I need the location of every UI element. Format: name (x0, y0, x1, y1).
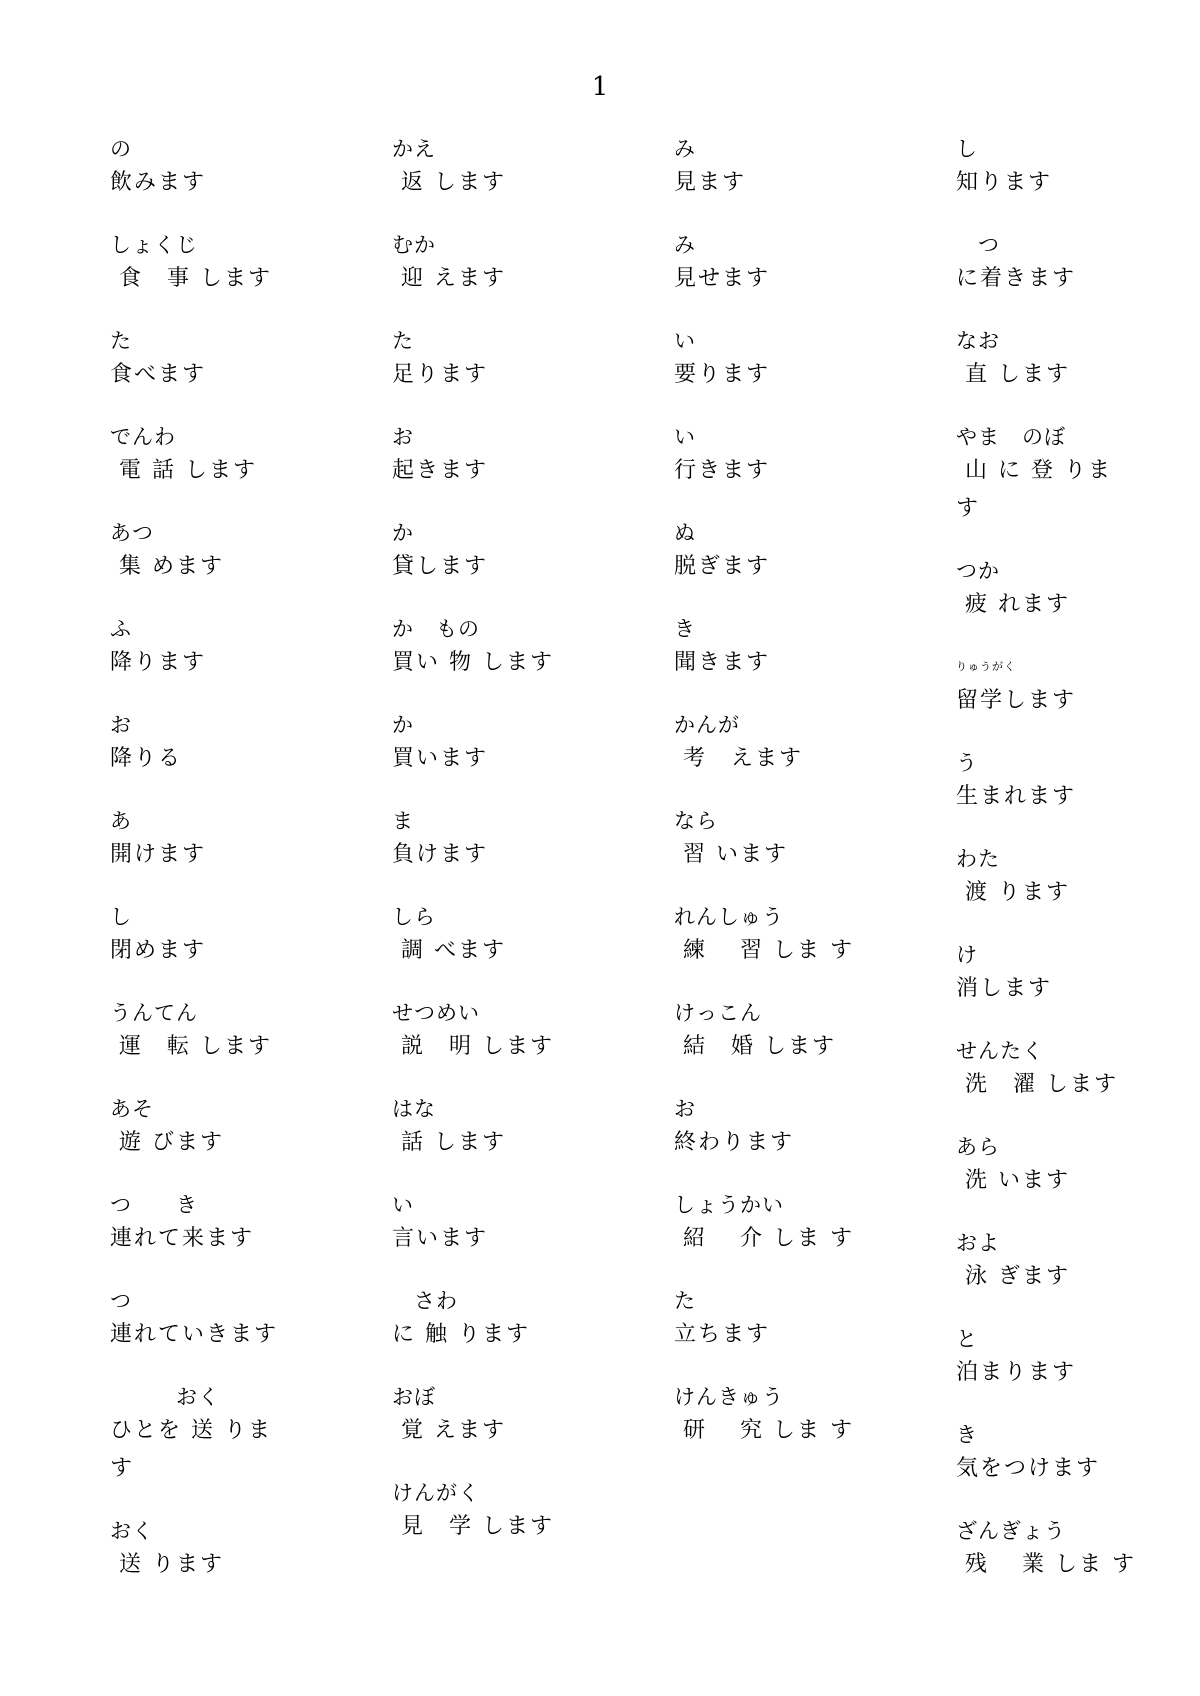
vocab-entry (110, 422, 392, 490)
word-text: 運 転 します (110, 1034, 272, 1059)
vocabulary-columns (110, 134, 1200, 1612)
reading-text: でんわ (110, 425, 176, 449)
column-4 (956, 134, 1200, 1612)
word-text: 開けます (110, 842, 207, 867)
word-text: 聞きます (674, 650, 771, 675)
vocab-entry (674, 806, 956, 874)
vocab-entry (956, 1420, 1200, 1488)
vocab-entry (110, 1382, 392, 1488)
reading-text: か (392, 521, 414, 545)
vocab-entry (956, 1132, 1200, 1200)
word-text: 覚 えます (392, 1418, 506, 1443)
vocab-entry (956, 422, 1200, 528)
reading-text: さわ (392, 1289, 458, 1313)
vocab-entry (392, 1190, 674, 1258)
word-text: 送 ります (110, 1552, 224, 1577)
vocab-entry (110, 134, 392, 202)
vocab-entry (392, 1382, 674, 1450)
reading-text: かんが (674, 713, 740, 737)
word-text: 洗 います (956, 1168, 1070, 1193)
reading-text: お (674, 1097, 696, 1121)
word-text: 泊まります (956, 1360, 1077, 1385)
vocab-entry (956, 1036, 1200, 1104)
word-text: 話 します (392, 1130, 506, 1155)
reading-text: つ (110, 1289, 132, 1313)
reading-text: けっこん (674, 1001, 762, 1025)
reading-text: あそ (110, 1097, 154, 1121)
vocab-entry (956, 1228, 1200, 1296)
reading-text: き (956, 1423, 978, 1447)
reading-text: ぬ (674, 521, 696, 545)
word-text: 疲 れます (956, 592, 1070, 617)
word-text: 気をつけます (956, 1456, 1101, 1481)
reading-text: け (956, 943, 978, 967)
word-text: 考 えます (674, 746, 804, 771)
vocab-entry (392, 902, 674, 970)
word-text: 迎 えます (392, 266, 506, 291)
column-1 (110, 134, 392, 1612)
word-text: 起きます (392, 458, 489, 483)
word-text: 立ちます (674, 1322, 771, 1347)
word-text: 貸します (392, 554, 489, 579)
vocab-entry (392, 710, 674, 778)
vocab-entry (392, 518, 674, 586)
vocab-entry (110, 902, 392, 970)
word-text: 習 います (674, 842, 788, 867)
vocab-entry (674, 902, 956, 970)
vocab-entry (956, 1516, 1200, 1584)
reading-text: せんたく (956, 1039, 1044, 1063)
word-text: 終わります (674, 1130, 795, 1155)
reading-text: なら (674, 809, 718, 833)
word-text: 脱ぎます (674, 554, 771, 579)
word-text: 説 明 します (392, 1034, 554, 1059)
reading-text: しょくじ (110, 233, 198, 257)
word-text: 買います (392, 746, 489, 771)
vocab-entry (392, 134, 674, 202)
reading-text: お (110, 713, 132, 737)
reading-text: はな (392, 1097, 436, 1121)
vocab-entry (110, 710, 392, 778)
reading-text: おく (110, 1519, 154, 1543)
word-text: 留学します (956, 688, 1077, 713)
vocab-entry (674, 710, 956, 778)
word-text: 研 究 しま す (674, 1418, 854, 1443)
reading-text: しら (392, 905, 436, 929)
word-text: 結 婚 します (674, 1034, 836, 1059)
word-text: 調 べます (392, 938, 506, 963)
vocab-entry (110, 1094, 392, 1162)
word-text: 降ります (110, 650, 207, 675)
reading-text: お (392, 425, 414, 449)
reading-text: ふ (110, 617, 132, 641)
reading-text: あら (956, 1135, 1000, 1159)
word-text: 返 します (392, 170, 506, 195)
vocab-entry (674, 1382, 956, 1450)
vocab-entry (674, 1094, 956, 1162)
vocab-entry (392, 998, 674, 1066)
word-text: に着きます (956, 266, 1077, 291)
word-text: 降りる (110, 746, 183, 771)
vocab-entry (392, 230, 674, 298)
word-text: に 触 ります (392, 1322, 530, 1347)
vocab-entry (956, 1324, 1200, 1392)
reading-text: おく (110, 1385, 220, 1409)
reading-text: およ (956, 1231, 1000, 1255)
vocab-entry (674, 134, 956, 202)
word-text: 閉めます (110, 938, 207, 963)
reading-text: う (956, 751, 978, 775)
word-text: 遊 びます (110, 1130, 224, 1155)
vocab-entry (110, 1516, 392, 1584)
reading-text: か もの (392, 617, 480, 641)
vocab-entry (956, 134, 1200, 202)
word-text: 行きます (674, 458, 771, 483)
reading-text: た (392, 329, 414, 353)
word-text: 見 学 します (392, 1514, 554, 1539)
reading-text: い (674, 425, 696, 449)
vocab-entry (674, 422, 956, 490)
word-text: 買い 物 します (392, 650, 554, 675)
column-2 (392, 134, 674, 1612)
reading-text: けんきゅう (674, 1385, 784, 1409)
word-text: 電 話 します (110, 458, 257, 483)
vocab-entry (110, 614, 392, 682)
word-text: 要ります (674, 362, 771, 387)
vocab-entry (674, 230, 956, 298)
reading-text: し (110, 905, 132, 929)
reading-text: やま のぼ (956, 425, 1066, 449)
reading-text: か (392, 713, 414, 737)
vocab-entry (392, 422, 674, 490)
reading-text: うんてん (110, 1001, 198, 1025)
reading-text: の (110, 137, 132, 161)
vocab-entry (110, 998, 392, 1066)
vocab-entry (956, 748, 1200, 816)
reading-text: い (674, 329, 696, 353)
vocab-entry (392, 1478, 674, 1546)
word-text: 言います (392, 1226, 489, 1251)
reading-text: つ (956, 233, 1000, 257)
vocab-entry (110, 1286, 392, 1354)
vocab-entry (956, 652, 1200, 720)
vocab-entry (956, 556, 1200, 624)
vocab-entry (392, 1094, 674, 1162)
vocab-entry (956, 940, 1200, 1008)
reading-text: りゅうがく (956, 660, 1016, 673)
vocab-entry (110, 518, 392, 586)
word-text: 食べます (110, 362, 207, 387)
word-text: 直 します (956, 362, 1070, 387)
word-text: 集 めます (110, 554, 224, 579)
reading-text: ざんぎょう (956, 1519, 1066, 1543)
reading-text: しょうかい (674, 1193, 784, 1217)
reading-text: せつめい (392, 1001, 480, 1025)
vocab-entry (392, 806, 674, 874)
vocab-entry (674, 1286, 956, 1354)
word-text: 食 事 します (110, 266, 272, 291)
vocab-entry (392, 614, 674, 682)
word-text: 知ります (956, 170, 1053, 195)
word-text: 消します (956, 976, 1053, 1001)
vocab-entry (674, 518, 956, 586)
vocab-entry (110, 230, 392, 298)
vocab-entry (674, 998, 956, 1066)
vocab-entry (110, 326, 392, 394)
vocab-entry (956, 326, 1200, 394)
word-text: 見ます (674, 170, 747, 195)
word-text: 渡 ります (956, 880, 1070, 905)
reading-text: あつ (110, 521, 154, 545)
reading-text: おぼ (392, 1385, 436, 1409)
word-text: 紹 介 しま す (674, 1226, 854, 1251)
word-text: 泳 ぎます (956, 1264, 1070, 1289)
vocab-entry (392, 1286, 674, 1354)
reading-text: つか (956, 559, 1000, 583)
vocab-entry (674, 614, 956, 682)
reading-text: み (674, 233, 696, 257)
word-text: 残 業 しま す (956, 1552, 1136, 1577)
reading-text: れんしゅう (674, 905, 784, 929)
vocab-entry (110, 1190, 392, 1258)
word-text: 足ります (392, 362, 489, 387)
reading-text: み (674, 137, 696, 161)
reading-text: き (674, 617, 696, 641)
reading-text: い (392, 1193, 414, 1217)
word-text: 練 習 しま す (674, 938, 854, 963)
reading-text: なお (956, 329, 1000, 353)
word-text: 生まれます (956, 784, 1077, 809)
reading-text: ま (392, 809, 414, 833)
reading-text: わた (956, 847, 1000, 871)
page-number: 1 (591, 72, 609, 102)
reading-text: むか (392, 233, 436, 257)
reading-text: かえ (392, 137, 436, 161)
reading-text: けんがく (392, 1481, 480, 1505)
reading-text: た (674, 1289, 696, 1313)
vocab-entry (674, 326, 956, 394)
word-text: 連れていきます (110, 1322, 279, 1347)
reading-text: し (956, 137, 978, 161)
vocab-entry (956, 230, 1200, 298)
column-3 (674, 134, 956, 1612)
word-text: 見せます (674, 266, 771, 291)
word-text: 洗 濯 します (956, 1072, 1118, 1097)
vocab-entry (392, 326, 674, 394)
reading-text: た (110, 329, 132, 353)
word-text: 山 に 登 りま す (956, 458, 1121, 521)
vocab-entry (110, 806, 392, 874)
word-text: 飲みます (110, 170, 207, 195)
vocab-entry (956, 844, 1200, 912)
reading-text: つ き (110, 1193, 198, 1217)
vocab-entry (674, 1190, 956, 1258)
word-text: 負けます (392, 842, 489, 867)
word-text: ひとを 送 りま す (110, 1418, 281, 1481)
word-text: 連れて来ます (110, 1226, 255, 1251)
reading-text: と (956, 1327, 978, 1351)
reading-text: あ (110, 809, 132, 833)
